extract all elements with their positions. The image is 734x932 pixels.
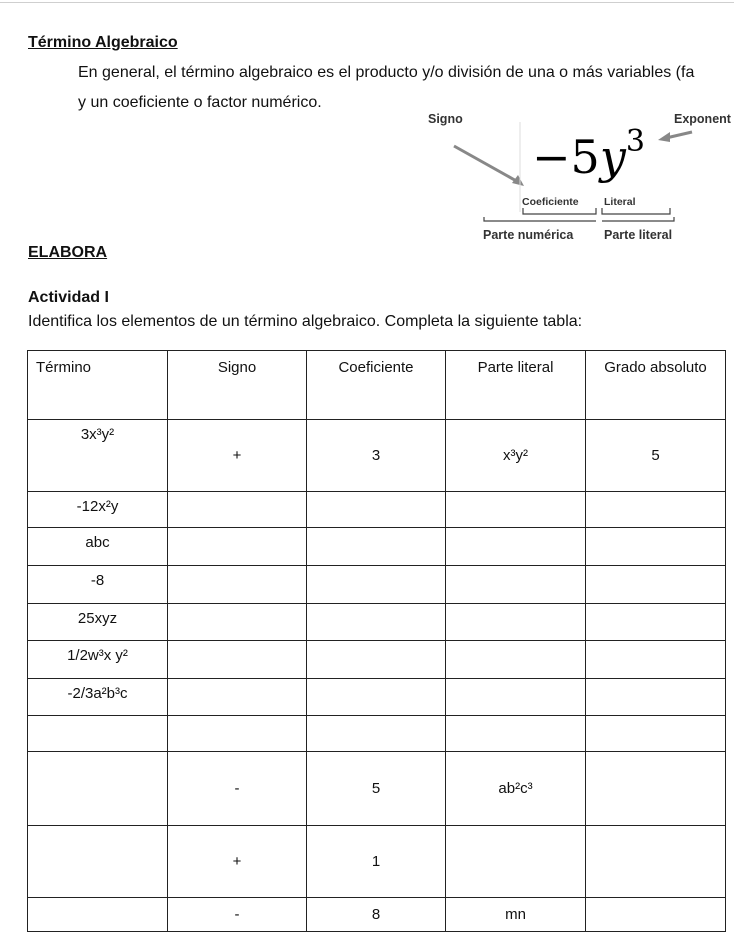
literal-part-bracket <box>602 217 674 221</box>
header-coeficiente: Coeficiente <box>307 351 446 420</box>
cell-coeficiente[interactable] <box>307 604 446 641</box>
cell-signo[interactable] <box>168 566 307 604</box>
cell-parte-literal[interactable]: ab²c³ <box>446 752 586 826</box>
cell-coeficiente[interactable] <box>307 528 446 566</box>
cell-signo[interactable] <box>168 679 307 716</box>
header-parte-literal: Parte literal <box>446 351 586 420</box>
cell-parte-literal[interactable] <box>446 826 586 898</box>
cell-termino: 25xyz <box>28 604 168 641</box>
cell-grado[interactable] <box>586 898 726 932</box>
section-heading: Término Algebraico <box>28 34 178 51</box>
table-header-row <box>28 351 726 420</box>
intro-line-1: En general, el término algebraico es el producto y/o división de una o más variables (fa <box>78 64 695 81</box>
table-row <box>28 716 726 752</box>
cell-signo[interactable]: + <box>168 420 307 492</box>
cell-termino: -2/3a²b³c <box>28 679 168 716</box>
cell-termino[interactable] <box>28 826 168 898</box>
cell-termino: 3x³y² <box>28 420 168 492</box>
cell-signo[interactable] <box>168 604 307 641</box>
cell-grado[interactable] <box>586 604 726 641</box>
elabora-heading: ELABORA <box>28 244 108 261</box>
cell-termino[interactable] <box>28 898 168 932</box>
cell-grado[interactable] <box>586 826 726 898</box>
term-variable: y <box>599 130 626 184</box>
cell-coeficiente[interactable]: 8 <box>307 898 446 932</box>
literal-label: Literal <box>604 196 636 208</box>
term-exponent: 3 <box>625 123 645 159</box>
table-row <box>28 679 726 716</box>
cell-termino[interactable] <box>28 716 168 752</box>
header-signo: Signo <box>168 351 307 420</box>
parte-numerica-label: Parte numérica <box>483 228 574 242</box>
cell-parte-literal[interactable]: x³y² <box>446 420 586 492</box>
literal-bracket <box>602 208 670 214</box>
table-row <box>28 420 726 492</box>
cell-parte-literal[interactable] <box>446 566 586 604</box>
cell-grado[interactable]: 5 <box>586 420 726 492</box>
cell-coeficiente[interactable] <box>307 641 446 679</box>
cell-coeficiente[interactable] <box>307 492 446 528</box>
example-term <box>532 123 645 184</box>
cell-parte-literal[interactable] <box>446 492 586 528</box>
table-row <box>28 826 726 898</box>
term-sign: − <box>532 130 571 184</box>
cell-termino: abc <box>28 528 168 566</box>
activity-instructions: Identifica los elementos de un término algebraico. Completa la siguiente tabla: <box>28 313 583 330</box>
numeric-bracket <box>484 217 596 221</box>
table-row <box>28 641 726 679</box>
cell-termino[interactable] <box>28 752 168 826</box>
cell-grado[interactable] <box>586 752 726 826</box>
cell-signo[interactable] <box>168 492 307 528</box>
exponent-arrowhead <box>658 132 670 142</box>
cell-termino: -8 <box>28 566 168 604</box>
cell-termino: 1/2w³x y² <box>28 641 168 679</box>
cell-coeficiente[interactable] <box>307 566 446 604</box>
header-grado: Grado absoluto <box>586 351 726 420</box>
cell-grado[interactable] <box>586 528 726 566</box>
top-divider <box>0 2 734 3</box>
exponent-label: Exponent <box>674 112 731 126</box>
cell-coeficiente[interactable] <box>307 716 446 752</box>
cell-grado[interactable] <box>586 679 726 716</box>
parte-literal-label: Parte literal <box>604 228 673 242</box>
header-termino: Término <box>28 351 168 420</box>
cell-coeficiente[interactable]: 1 <box>307 826 446 898</box>
cell-grado[interactable] <box>586 716 726 752</box>
coeficiente-label: Coeficiente <box>522 196 579 208</box>
terms-table <box>27 350 726 932</box>
cell-coeficiente[interactable]: 3 <box>307 420 446 492</box>
term-coefficient: 5 <box>570 130 600 184</box>
cell-signo[interactable]: - <box>168 898 307 932</box>
cell-signo[interactable]: + <box>168 826 307 898</box>
table-row <box>28 566 726 604</box>
cell-grado[interactable] <box>586 566 726 604</box>
cell-grado[interactable] <box>586 492 726 528</box>
cell-termino: -12x²y <box>28 492 168 528</box>
activity-title: Actividad I <box>28 289 109 306</box>
intro-line-2: y un coeficiente o factor numérico. <box>78 94 322 111</box>
cell-signo[interactable] <box>168 641 307 679</box>
cell-parte-literal[interactable] <box>446 604 586 641</box>
cell-signo[interactable] <box>168 716 307 752</box>
cell-signo[interactable]: - <box>168 752 307 826</box>
cell-grado[interactable] <box>586 641 726 679</box>
cell-parte-literal[interactable] <box>446 679 586 716</box>
table-row <box>28 528 726 566</box>
table-row <box>28 492 726 528</box>
cell-coeficiente[interactable] <box>307 679 446 716</box>
cell-signo[interactable] <box>168 528 307 566</box>
cell-parte-literal[interactable] <box>446 641 586 679</box>
cell-parte-literal[interactable] <box>446 528 586 566</box>
coef-bracket <box>523 208 596 214</box>
term-diagram <box>420 108 734 248</box>
cell-parte-literal[interactable]: mn <box>446 898 586 932</box>
cell-coeficiente[interactable]: 5 <box>307 752 446 826</box>
cell-parte-literal[interactable] <box>446 716 586 752</box>
table-row <box>28 752 726 826</box>
table-row <box>28 604 726 641</box>
signo-arrow <box>454 146 520 183</box>
table-row <box>28 898 726 932</box>
signo-label: Signo <box>428 112 463 126</box>
